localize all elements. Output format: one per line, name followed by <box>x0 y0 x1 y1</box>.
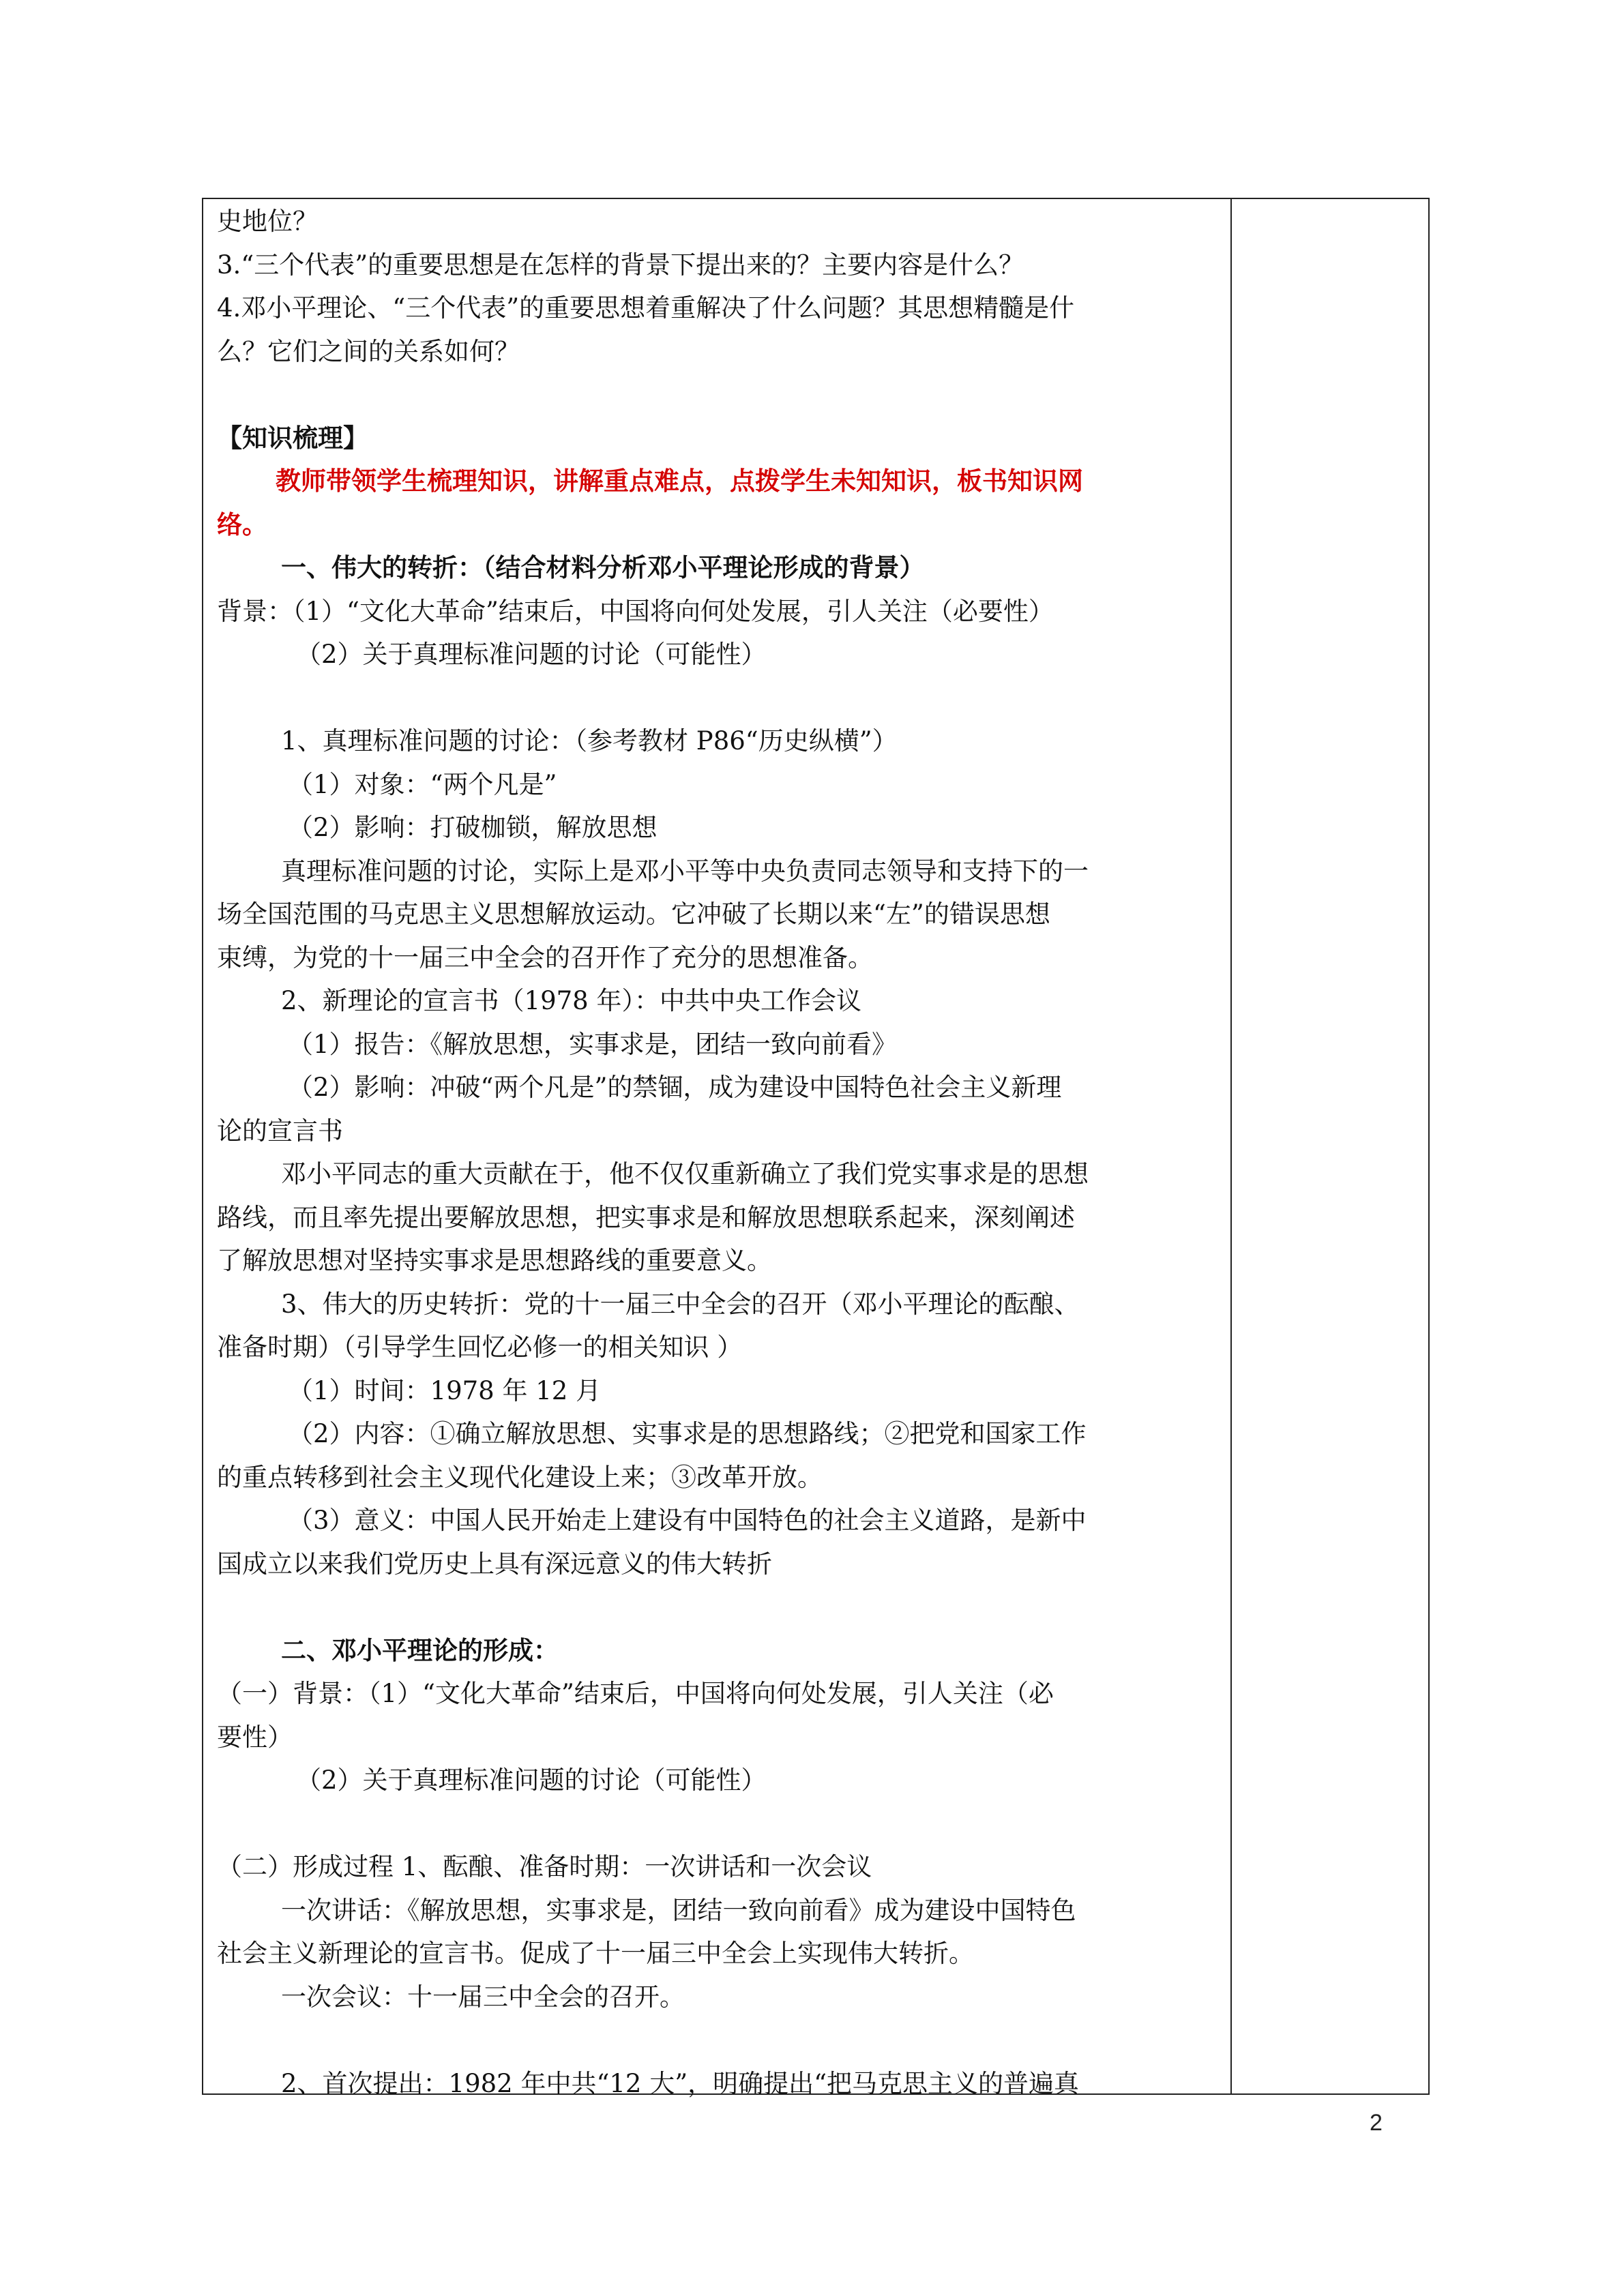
text-line: 1、真理标准问题的讨论：（参考教材 P86“历史纵横”） <box>281 726 898 756</box>
text-line: （2）关于真理标准问题的讨论（可能性） <box>296 1765 767 1795</box>
text-line: 一、伟大的转折：（结合材料分析邓小平理论形成的背景） <box>281 552 925 582</box>
text-line: 场全国范围的马克思主义思想解放运动。它冲破了长期以来“左”的错误思想 <box>217 899 1050 929</box>
blank-line <box>217 1802 1220 1846</box>
page-number: 2 <box>1370 2110 1383 2136</box>
text-line: 2、首次提出：1982 年中共“12 大”，明确提出“把马克思主义的普遍真 <box>281 2068 1080 2098</box>
text-line: （3）意义：中国人民开始走上建设有中国特色的社会主义道路，是新中 <box>288 1506 1087 1535</box>
column-divider <box>1230 198 1232 2095</box>
blank-line <box>217 1585 1220 1629</box>
text-line: 史地位？ <box>217 207 318 236</box>
text-line: 2、新理论的宣言书（1978 年）：中共中央工作会议 <box>281 986 861 1015</box>
text-line: （一）背景：（1）“文化大革命”结束后，中国将向何处发展，引人关注（必 <box>217 1679 1054 1708</box>
text-line: 路线，而且率先提出要解放思想，把实事求是和解放思想联系起来，深刻阐述 <box>217 1202 1075 1232</box>
text-line: （1）报告：《解放思想，实事求是，团结一致向前看》 <box>288 1029 898 1059</box>
text-line: 社会主义新理论的宣言书。促成了十一届三中全会上实现伟大转折。 <box>217 1939 974 1968</box>
text-line: 准备时期）（引导学生回忆必修一的相关知识 ） <box>217 1332 743 1362</box>
text-line: 一次讲话：《解放思想，实事求是，团结一致向前看》成为建设中国特色 <box>281 1895 1076 1925</box>
text-line: 邓小平同志的重大贡献在于，他不仅仅重新确立了我们党实事求是的思想 <box>281 1159 1089 1189</box>
text-line: 教师带领学生梳理知识，讲解重点难点，点拨学生未知知识，板书知识网 <box>276 466 1083 496</box>
blank-line <box>217 373 1220 417</box>
lesson-content <box>217 200 1220 2105</box>
text-line: 么？它们之间的关系如何？ <box>217 336 520 366</box>
text-line: 一次会议：十一届三中全会的召开。 <box>281 1982 685 2012</box>
text-line: 的重点转移到社会主义现代化建设上来；③改革开放。 <box>217 1462 823 1492</box>
blank-line <box>217 2018 1220 2062</box>
text-line: （2）内容：①确立解放思想、实事求是的思想路线；②把党和国家工作 <box>288 1419 1087 1448</box>
text-line: 真理标准问题的讨论，实际上是邓小平等中央负责同志领导和支持下的一 <box>281 856 1089 886</box>
text-line: 4.邓小平理论、“三个代表”的重要思想着重解决了什么问题？其思想精髓是什 <box>217 293 1075 323</box>
text-line: 背景：（1）“文化大革命”结束后，中国将向何处发展，引人关注（必要性） <box>217 596 1054 626</box>
text-line: （1）对象：“两个凡是” <box>288 769 557 799</box>
text-line: 要性） <box>217 1722 293 1752</box>
text-line: 束缚，为党的十一届三中全会的召开作了充分的思想准备。 <box>217 942 873 972</box>
text-line: 论的宣言书 <box>217 1116 343 1146</box>
text-line: （2）影响：打破枷锁，解放思想 <box>288 813 658 842</box>
text-line: 二、邓小平理论的形成： <box>281 1635 559 1665</box>
text-line: 【知识梳理】 <box>217 422 368 453</box>
text-line: （2）关于真理标准问题的讨论（可能性） <box>296 640 767 669</box>
text-line: 络。 <box>217 509 267 539</box>
text-line: （1）时间：1978 年 12 月 <box>288 1375 602 1405</box>
text-line: 3、伟大的历史转折：党的十一届三中全会的召开（邓小平理论的酝酿、 <box>281 1289 1080 1319</box>
text-line: 了解放思想对坚持实事求是思想路线的重要意义。 <box>217 1246 772 1275</box>
text-line: （二）形成过程 1、酝酿、准备时期：一次讲话和一次会议 <box>217 1852 872 1881</box>
blank-line <box>217 676 1220 720</box>
text-line: 国成立以来我们党历史上具有深远意义的伟大转折 <box>217 1549 772 1579</box>
text-line: （2）影响：冲破“两个凡是”的禁锢，成为建设中国特色社会主义新理 <box>288 1073 1062 1102</box>
text-line: 3.“三个代表”的重要思想是在怎样的背景下提出来的？主要内容是什么？ <box>217 250 1024 280</box>
